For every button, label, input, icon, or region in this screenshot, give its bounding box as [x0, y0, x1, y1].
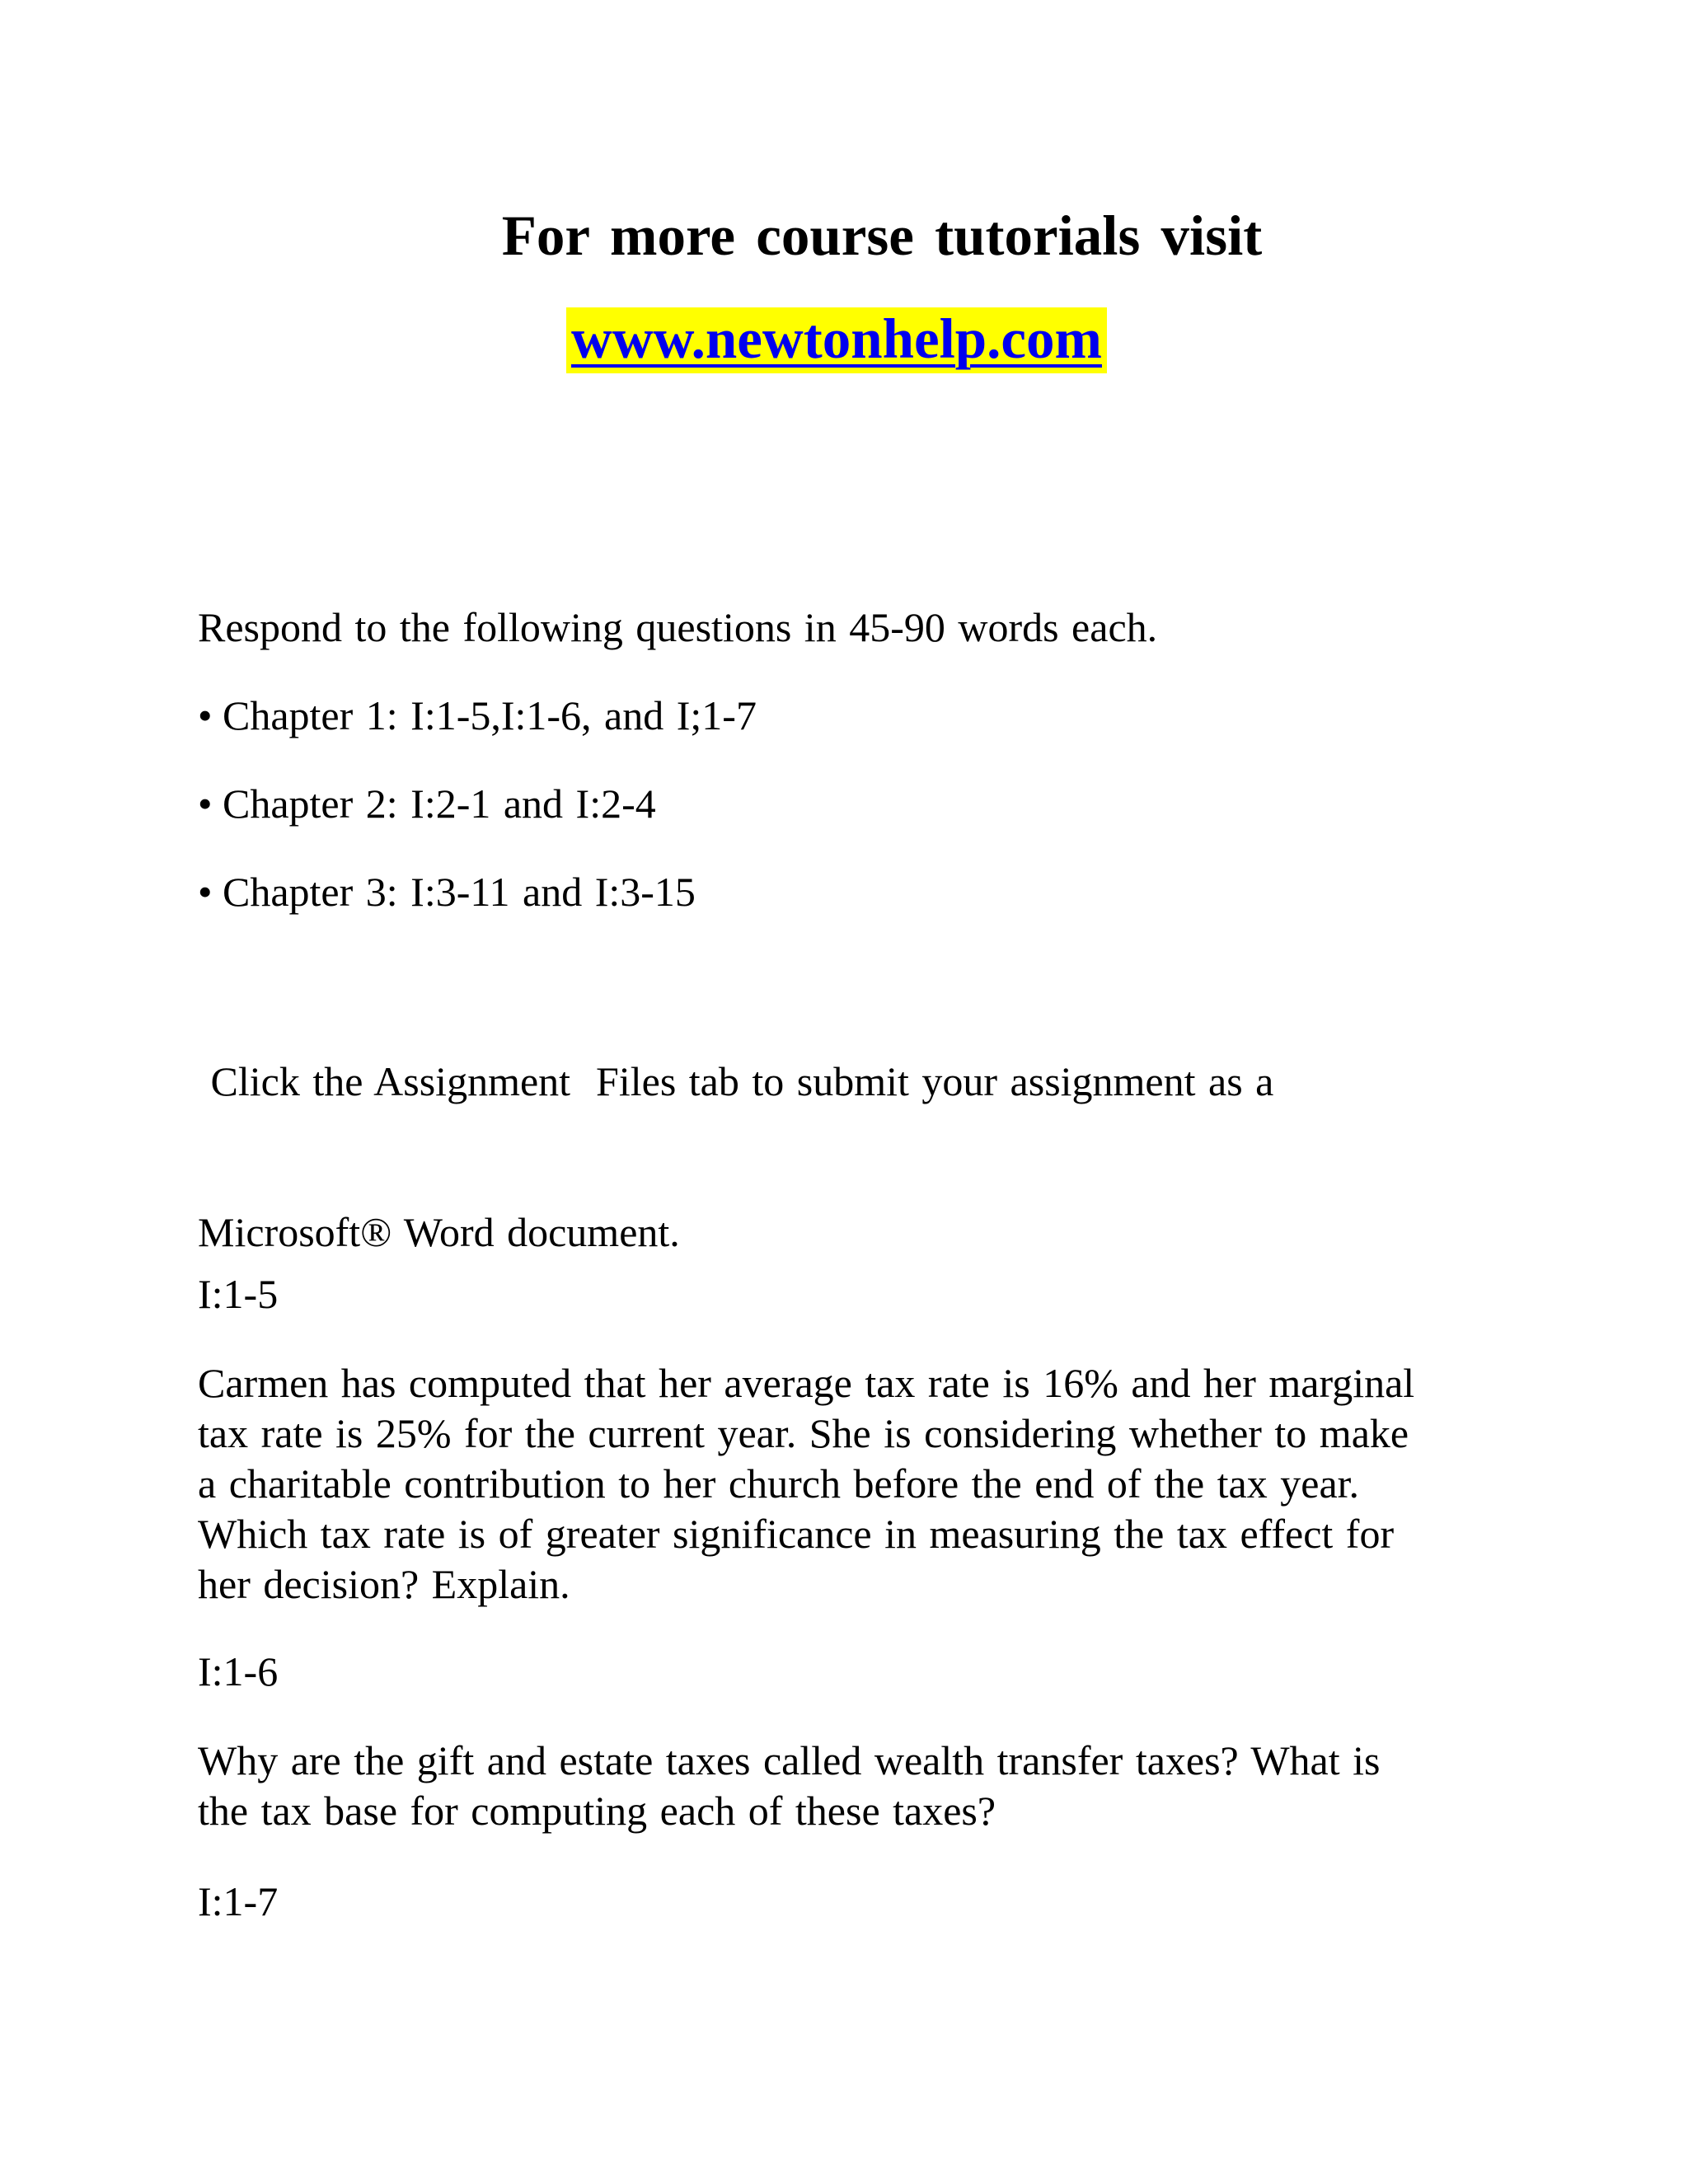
intro-paragraph: Respond to the following questions in 45-90 words each. — [198, 604, 1158, 650]
bullet-icon: • — [198, 692, 213, 738]
question-text — [198, 1736, 1484, 1836]
chapter-list-item — [198, 867, 1484, 917]
question-line: the tax base for computing each of these taxes? — [198, 1788, 996, 1834]
newtonhelp-link[interactable]: www.newtonhelp.com — [566, 307, 1107, 373]
question-id: I:1-7 — [198, 1878, 279, 1924]
question-line: Why are the gift and estate taxes called wealth transfer taxes? What is — [198, 1737, 1381, 1783]
chapter-item-text: Chapter 2: I:2-1 and I:2-4 — [223, 780, 656, 827]
bullet-icon: • — [198, 869, 213, 915]
chapter-item-text: Chapter 1: I:1-5,I:1-6, and I;1-7 — [223, 692, 757, 738]
chapter-list-item — [198, 779, 1484, 829]
chapter-list-item — [198, 691, 1484, 741]
bullet-icon: • — [198, 780, 213, 827]
question-line: her decision? Explain. — [198, 1561, 570, 1607]
question-id: I:1-6 — [198, 1648, 279, 1694]
question-line: Which tax rate is of greater significance in measuring the tax effect for — [198, 1511, 1395, 1557]
question-line: a charitable contribution to her church before the end of the tax year. — [198, 1460, 1360, 1507]
page-title: For more course tutorials visit — [501, 204, 1263, 267]
instruction-line: Microsoft® Word document. — [198, 1209, 680, 1255]
question-line: tax rate is 25% for the current year. She is considering whether to make — [198, 1410, 1409, 1456]
instruction-line: Click the Assignment Files tab to submit your assignment as a — [198, 1058, 1274, 1104]
link-container — [0, 299, 1673, 378]
question-line: Carmen has computed that her average tax rate is 16% and her marginal — [198, 1360, 1415, 1406]
question-text — [198, 1358, 1484, 1610]
question-id: I:1-5 — [198, 1271, 279, 1317]
chapter-item-text: Chapter 3: I:3-11 and I:3-15 — [223, 869, 696, 915]
